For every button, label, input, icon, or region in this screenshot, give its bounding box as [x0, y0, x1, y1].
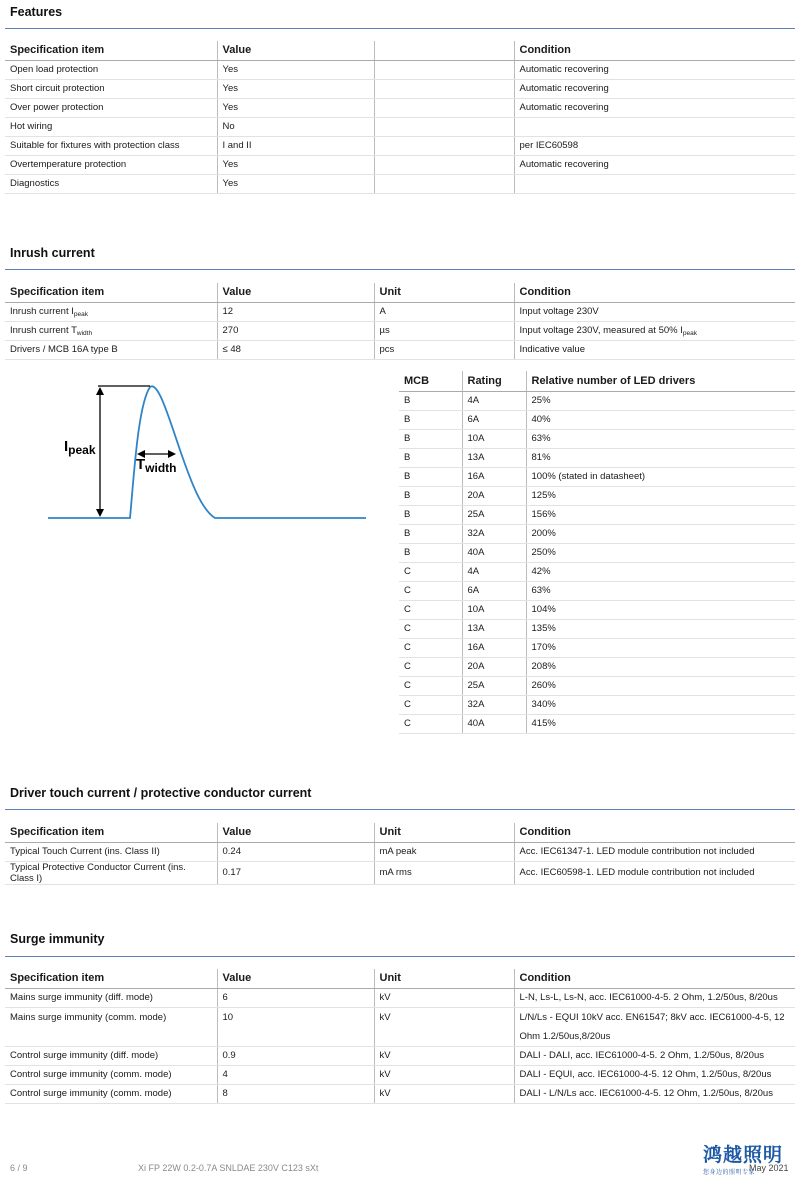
cell: C [399, 638, 462, 657]
inrush-waveform-diagram [40, 375, 375, 530]
table-row [399, 676, 795, 695]
cell: kV [374, 1046, 514, 1065]
cell: Mains surge immunity (diff. mode) [5, 988, 217, 1007]
col-header: MCB [399, 371, 462, 391]
twidth-label-main: T [136, 456, 146, 473]
cell: µs [374, 321, 514, 340]
surge-title: Surge immunity [10, 932, 105, 946]
twidth-label-sub: width [145, 461, 177, 475]
cell: C [399, 562, 462, 581]
peak-arrow-up [96, 387, 104, 395]
table-row [5, 842, 795, 861]
cell: 200% [526, 524, 795, 543]
item-text: Inrush current I [10, 305, 74, 317]
cell: Acc. IEC60598-1. LED module contribution not included [514, 861, 795, 884]
cell: 415% [526, 714, 795, 733]
cond-subscript: peak [682, 329, 697, 337]
table-row [5, 988, 795, 1007]
cell: Acc. IEC61347-1. LED module contribution not included [514, 842, 795, 861]
cell: C [399, 657, 462, 676]
cell: 10A [462, 429, 526, 448]
col-header: Specification item [5, 41, 217, 60]
cell: 0.17 [217, 861, 374, 884]
cell: B [399, 467, 462, 486]
item-subscript: width [76, 329, 93, 337]
col-header [374, 41, 514, 60]
surge-table [5, 969, 795, 1104]
cell: 6A [462, 410, 526, 429]
table-header-row [5, 969, 795, 988]
cell: Typical Protective Conductor Current (ins. Class I) [5, 861, 217, 884]
cell: Yes [217, 60, 374, 79]
features-title: Features [10, 5, 63, 19]
cell: 25A [462, 676, 526, 695]
cell: Open load protection [5, 60, 217, 79]
cell: 63% [526, 581, 795, 600]
col-header: Condition [514, 283, 795, 302]
cell [374, 98, 514, 117]
cell: I and II [217, 136, 374, 155]
inrush-title: Inrush current [10, 246, 95, 260]
table-row [399, 619, 795, 638]
touch-rule [5, 809, 795, 810]
page-number: 6 / 9 [10, 1163, 28, 1173]
cell: Suitable for fixtures with protection class [5, 136, 217, 155]
table-row [399, 543, 795, 562]
table-row [399, 600, 795, 619]
cell: 25A [462, 505, 526, 524]
cell [374, 136, 514, 155]
cell [374, 117, 514, 136]
table-row [5, 340, 795, 359]
col-header: Unit [374, 283, 514, 302]
cell: 40A [462, 543, 526, 562]
cell: DALI - EQUI, acc. IEC61000-4-5. 12 Ohm, 1.2/50us, 8/20us [514, 1065, 795, 1084]
cell: Automatic recovering [514, 60, 795, 79]
cell: B [399, 410, 462, 429]
cell: 260% [526, 676, 795, 695]
col-header: Unit [374, 969, 514, 988]
cell: ≤ 48 [217, 340, 374, 359]
cell: mA peak [374, 842, 514, 861]
cell: Automatic recovering [514, 79, 795, 98]
surge-rule [5, 956, 795, 957]
cell: 25% [526, 391, 795, 410]
table-row [399, 391, 795, 410]
table-row [5, 60, 795, 79]
cell: Control surge immunity (comm. mode) [5, 1084, 217, 1103]
table-row [5, 1046, 795, 1065]
inrush-table [5, 283, 795, 360]
cell: A [374, 302, 514, 321]
table-row [399, 505, 795, 524]
cell: B [399, 448, 462, 467]
table-row [399, 448, 795, 467]
col-header: Value [217, 969, 374, 988]
col-header: Value [217, 283, 374, 302]
cell: 42% [526, 562, 795, 581]
cell: Automatic recovering [514, 98, 795, 117]
cell: B [399, 486, 462, 505]
cell: 208% [526, 657, 795, 676]
cell: 6A [462, 581, 526, 600]
cell: Overtemperature protection [5, 155, 217, 174]
cell: Control surge immunity (comm. mode) [5, 1065, 217, 1084]
cell: Mains surge immunity (comm. mode) [5, 1007, 217, 1046]
table-row [5, 1065, 795, 1084]
cell: 0.9 [217, 1046, 374, 1065]
table-header-row [5, 283, 795, 302]
cell: B [399, 505, 462, 524]
table-row [5, 136, 795, 155]
inrush-rule [5, 269, 795, 270]
col-header: Specification item [5, 283, 217, 302]
ipeak-label-main: I [64, 438, 69, 455]
cell: pcs [374, 340, 514, 359]
cell: 250% [526, 543, 795, 562]
features-rule [5, 28, 795, 29]
cell: kV [374, 1007, 514, 1046]
cell: 13A [462, 619, 526, 638]
width-arrow-right [168, 450, 176, 458]
table-row [399, 467, 795, 486]
document-date: May 2021 [749, 1163, 789, 1173]
table-row [5, 302, 795, 321]
col-header: Value [217, 41, 374, 60]
cell [374, 79, 514, 98]
cell: 6 [217, 988, 374, 1007]
cell [514, 340, 795, 359]
cell: Control surge immunity (diff. mode) [5, 1046, 217, 1065]
cell: 10 [217, 1007, 374, 1046]
ipeak-label [64, 438, 96, 457]
table-row [5, 1084, 795, 1103]
cell: C [399, 619, 462, 638]
cell: Short circuit protection [5, 79, 217, 98]
cell [374, 155, 514, 174]
cell: kV [374, 1065, 514, 1084]
table-row [5, 98, 795, 117]
cell: 20A [462, 657, 526, 676]
cell [5, 321, 217, 340]
cell [514, 117, 795, 136]
features-table [5, 41, 795, 194]
cell: Yes [217, 98, 374, 117]
touch-title: Driver touch current / protective conductor current [10, 786, 312, 800]
logo-subtitle: 您身边的照明专家 [703, 1170, 756, 1176]
cell: B [399, 429, 462, 448]
table-row [399, 524, 795, 543]
cond-text: Indicative value [519, 343, 585, 355]
table-row [399, 429, 795, 448]
table-row [5, 861, 795, 884]
brand-logo [703, 1144, 795, 1176]
table-row [399, 486, 795, 505]
table-row [399, 638, 795, 657]
table-row [399, 657, 795, 676]
peak-arrow-down [96, 509, 104, 517]
cell: Diagnostics [5, 174, 217, 193]
cell: 40% [526, 410, 795, 429]
table-header-row [5, 41, 795, 60]
col-header: Condition [514, 41, 795, 60]
cell: 40A [462, 714, 526, 733]
col-header: Rating [462, 371, 526, 391]
col-header: Specification item [5, 969, 217, 988]
cell: 170% [526, 638, 795, 657]
item-text: Inrush current T [10, 324, 77, 336]
cell: per IEC60598 [514, 136, 795, 155]
cell: C [399, 676, 462, 695]
cell: C [399, 714, 462, 733]
item-text: Drivers / MCB 16A type B [10, 343, 118, 355]
cell: 13A [462, 448, 526, 467]
twidth-label [136, 456, 177, 475]
cell: 16A [462, 467, 526, 486]
cell: 63% [526, 429, 795, 448]
cell: 20A [462, 486, 526, 505]
product-name: Xi FP 22W 0.2-0.7A SNLDAE 230V C123 sXt [138, 1163, 319, 1173]
cell: 125% [526, 486, 795, 505]
cell: 156% [526, 505, 795, 524]
item-subscript: peak [73, 310, 88, 318]
cell [514, 174, 795, 193]
cell: 32A [462, 695, 526, 714]
cell: 8 [217, 1084, 374, 1103]
cell: 135% [526, 619, 795, 638]
cell [514, 302, 795, 321]
cell: C [399, 695, 462, 714]
cell: kV [374, 988, 514, 1007]
cell: Yes [217, 79, 374, 98]
cell: 10A [462, 600, 526, 619]
cell: Hot wiring [5, 117, 217, 136]
col-header: Specification item [5, 823, 217, 842]
mcb-table [399, 371, 795, 734]
cell: 12 [217, 302, 374, 321]
cell: 270 [217, 321, 374, 340]
cell [374, 174, 514, 193]
touch-table [5, 823, 795, 885]
cell: Over power protection [5, 98, 217, 117]
cell [374, 60, 514, 79]
table-row [5, 321, 795, 340]
table-row [5, 79, 795, 98]
cell: 100% (stated in datasheet) [526, 467, 795, 486]
cell: L/N/Ls - EQUI 10kV acc. EN61547; 8kV acc. IEC61000-4-5, 12 Ohm 1.2/50us,8/20us [514, 1007, 795, 1046]
col-header: Unit [374, 823, 514, 842]
cond-text: Input voltage 230V, measured at 50% I [519, 324, 683, 336]
table-header-row [5, 823, 795, 842]
cell [5, 340, 217, 359]
cell: 32A [462, 524, 526, 543]
table-row [5, 1007, 795, 1046]
table-row [399, 581, 795, 600]
cell: 4 [217, 1065, 374, 1084]
cell: 340% [526, 695, 795, 714]
cell: No [217, 117, 374, 136]
cell: B [399, 524, 462, 543]
cell: Automatic recovering [514, 155, 795, 174]
cell: kV [374, 1084, 514, 1103]
cell: DALI - L/N/Ls acc. IEC61000-4-5. 12 Ohm, 1.2/50us, 8/20us [514, 1084, 795, 1103]
cell: 81% [526, 448, 795, 467]
cell: Yes [217, 155, 374, 174]
col-header: Condition [514, 823, 795, 842]
cell: 16A [462, 638, 526, 657]
cell: Yes [217, 174, 374, 193]
table-row [399, 714, 795, 733]
col-header: Condition [514, 969, 795, 988]
table-header-row [399, 371, 795, 391]
table-row [5, 174, 795, 193]
ipeak-label-sub: peak [68, 443, 96, 457]
table-row [399, 695, 795, 714]
cond-text: Input voltage 230V [519, 305, 599, 317]
waveform-line [48, 386, 366, 518]
cell: 104% [526, 600, 795, 619]
cell: B [399, 391, 462, 410]
logo-text: 鸿越照明 [703, 1144, 784, 1166]
table-row [5, 117, 795, 136]
cell: Typical Touch Current (ins. Class II) [5, 842, 217, 861]
cell: 4A [462, 562, 526, 581]
table-row [399, 410, 795, 429]
cell: 0.24 [217, 842, 374, 861]
cell: B [399, 543, 462, 562]
cell: DALI - DALI, acc. IEC61000-4-5. 2 Ohm, 1.2/50us, 8/20us [514, 1046, 795, 1065]
table-row [5, 155, 795, 174]
cell: L-N, Ls-L, Ls-N, acc. IEC61000-4-5. 2 Ohm, 1.2/50us, 8/20us [514, 988, 795, 1007]
cell: mA rms [374, 861, 514, 884]
cell [5, 302, 217, 321]
table-row [399, 562, 795, 581]
cell: 4A [462, 391, 526, 410]
col-header: Value [217, 823, 374, 842]
cell: C [399, 600, 462, 619]
cell: C [399, 581, 462, 600]
col-header: Relative number of LED drivers [526, 371, 795, 391]
cell [514, 321, 795, 340]
